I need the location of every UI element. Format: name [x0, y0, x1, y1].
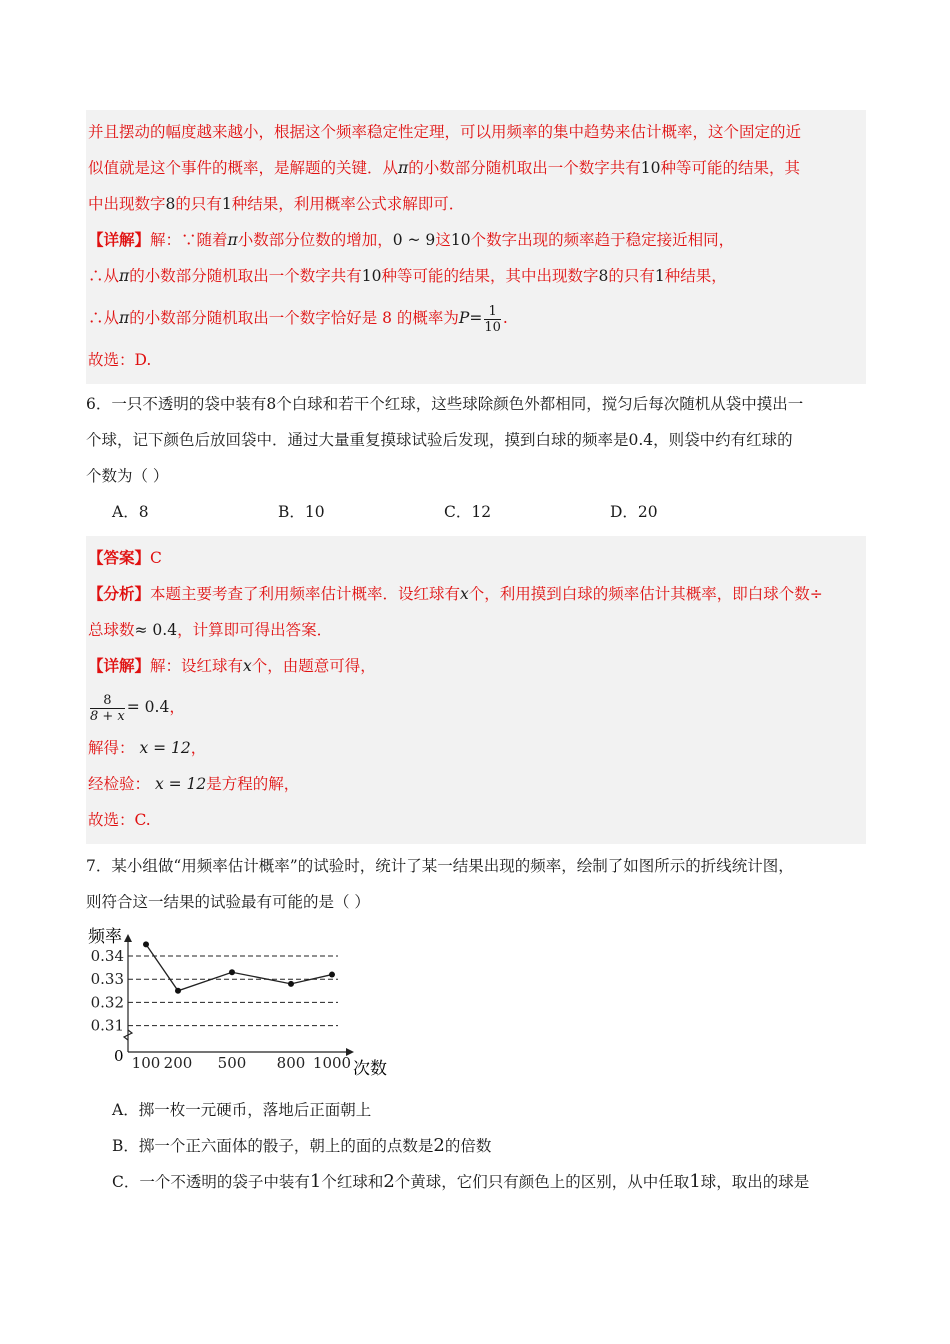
series-line: [146, 944, 332, 990]
q6-detail-line-1: [88, 648, 866, 684]
detail-tag: 【详解】: [88, 230, 151, 249]
frequency-line-chart: [86, 922, 406, 1092]
q6-analysis-line-2: [88, 612, 866, 648]
text: ，计算即可得出答案．: [177, 621, 333, 639]
q6-check: [88, 766, 866, 802]
fraction-denominator: 10: [484, 319, 501, 335]
text: 个黄球，它们只有颜色上的区别，从中任取: [394, 1173, 690, 1191]
q6-analysis-line-1: [88, 576, 866, 612]
prev-line-3: [88, 186, 866, 222]
number: 8: [266, 395, 277, 413]
text: 的倍数: [444, 1137, 492, 1155]
math-var: x: [243, 657, 252, 675]
detail-tag: 【详解】: [88, 656, 151, 675]
text: 本题主要考查了利用频率估计概率．设红球有: [150, 585, 461, 603]
text: ，: [169, 698, 185, 716]
text: ，: [190, 739, 207, 757]
y-tick-label: 0.31: [90, 1016, 124, 1035]
number: 1: [221, 195, 232, 213]
text: 的只有: [175, 195, 222, 213]
number: 10: [361, 267, 382, 285]
text: ∴从: [88, 267, 120, 285]
q6-solution-block: [86, 536, 866, 844]
prev-detail-line-2: [88, 258, 866, 294]
text: C．一个不透明的袋子中装有: [112, 1173, 310, 1191]
number: 2: [433, 1135, 445, 1156]
equation-rhs: = 0.4: [126, 698, 170, 716]
q6-line-2: [86, 422, 866, 458]
text: 这: [435, 231, 451, 249]
y-tick-label: 0.34: [90, 947, 124, 965]
y-axis-arrow: [124, 934, 132, 942]
number: 10: [640, 159, 661, 177]
text: 6．一只不透明的袋中装有: [86, 395, 267, 413]
text: 解：设红球有: [150, 657, 244, 675]
text: 种等可能的结果，其中出现数字: [381, 267, 599, 285]
question-6: [86, 386, 866, 530]
text: 个，由题意可得，: [251, 657, 376, 675]
option-b: B．10: [278, 503, 325, 521]
page-content: [86, 110, 866, 1200]
solution-math: x = 12: [139, 739, 191, 757]
text: 的小数部分随机取出一个数字共有: [129, 267, 362, 285]
x-axis-label: 次数: [353, 1059, 387, 1079]
data-point: [229, 969, 235, 975]
option-a: A．8: [112, 503, 149, 521]
text: 似值就是这个事件的概率，是解题的关键．从: [88, 159, 399, 177]
range-math: 0 ~ 9: [392, 231, 436, 249]
pi-symbol: π: [227, 231, 238, 249]
q7-option-c: [86, 1164, 866, 1200]
q6-line-3: 个数为（ ）: [86, 467, 169, 485]
number: 1: [654, 267, 665, 285]
text: 的小数部分随机取出一个数字共有: [408, 159, 641, 177]
number: 1: [689, 1171, 701, 1192]
text: ，则袋中约有红球的: [653, 431, 793, 449]
fraction-denominator: 8 + x: [90, 708, 125, 724]
math-var: x: [460, 585, 469, 603]
x-tick-label: 500: [217, 1054, 247, 1072]
pi-symbol: π: [119, 267, 130, 285]
q6-answer: [88, 540, 866, 576]
text: ∴从: [88, 309, 120, 327]
text: 的只有: [608, 267, 655, 285]
text: 种结果，利用概率公式求解即可．: [231, 195, 465, 213]
prev-detail-line-3: [88, 294, 866, 342]
text: 是方程的解，: [206, 775, 300, 793]
check-math: x = 12: [154, 775, 207, 793]
q6-choice: 故选：C.: [88, 811, 151, 829]
equals: =: [469, 309, 483, 327]
text: 个红球和: [321, 1173, 384, 1191]
number: 2: [383, 1171, 395, 1192]
plot-area: [91, 934, 354, 1072]
x-tick-label: 1000: [312, 1054, 352, 1072]
text: 种等可能的结果，其: [660, 159, 800, 177]
fraction-numerator: 1: [484, 304, 501, 320]
prev-detail-line-1: [88, 222, 866, 258]
q6-equation: [88, 684, 866, 730]
number: 0.4: [628, 431, 654, 449]
data-point: [288, 981, 294, 987]
x-tick-label: 800: [276, 1054, 306, 1072]
text: 个，利用摸到白球的频率估计其概率，即白球个数÷: [468, 585, 823, 603]
pi-symbol: π: [398, 159, 409, 177]
y-tick-label: 0.32: [90, 993, 124, 1012]
data-point: [143, 941, 149, 947]
q7-line-2: 则符合这一结果的试验最有可能的是（ ）: [86, 893, 370, 911]
prev-solution-block: [86, 110, 866, 384]
answer-value: C: [150, 549, 162, 567]
q6-line-1: [86, 386, 866, 422]
number: 8: [598, 267, 609, 285]
x-tick-label: 100: [131, 1054, 161, 1072]
text: 球，取出的球是: [700, 1173, 810, 1191]
q7-option-a: A．掷一枚一元硬币，落地后正面朝上: [112, 1101, 372, 1119]
y-tick-label: 0.33: [90, 970, 124, 989]
text: 个白球和若干个红球，这些球除颜色外都相同，搅匀后每次随机从袋中摸出一: [276, 395, 804, 413]
option-d: D．20: [610, 503, 658, 521]
math-var: P: [458, 309, 470, 327]
prev-choice: 故选：D.: [88, 351, 152, 369]
text: .: [502, 309, 508, 327]
fraction-8-over-8-plus-x: [90, 693, 125, 724]
prev-line-1: 并且摆动的幅度越来越小，根据这个频率稳定性定理，可以用频率的集中趋势来估计概率，这个固定的近: [88, 123, 802, 141]
origin-label: 0: [114, 1047, 124, 1065]
data-point: [175, 988, 181, 994]
analysis-tag: 【分析】: [88, 584, 151, 603]
question-7: [86, 848, 866, 1200]
q6-options: [86, 494, 866, 530]
text: 个数字出现的频率趋于稳定接近相同，: [470, 231, 735, 249]
text: 中出现数字: [88, 195, 166, 213]
q6-solve: [88, 730, 866, 766]
text: 小数部分位数的增加，: [237, 231, 393, 249]
fraction-1-10: [484, 304, 501, 335]
number: 8: [165, 195, 176, 213]
pi-symbol: π: [119, 309, 130, 327]
data-point: [329, 972, 335, 978]
math-approx: ≈ 0.4: [134, 621, 178, 639]
text: 解得：: [88, 739, 135, 757]
text: B．掷一个正六面体的骰子，朝上的面的点数是: [112, 1137, 434, 1155]
text: 经检验：: [88, 775, 151, 793]
text: 解：∵随着: [150, 231, 228, 249]
number: 1: [309, 1171, 322, 1192]
text: 的小数部分随机取出一个数字恰好是 8 的概率为: [129, 309, 459, 327]
answer-tag: 【答案】: [88, 548, 151, 567]
prev-line-2: [88, 150, 866, 186]
q7-line-1: 7．某小组做“用频率估计概率”的试验时，统计了某一结果出现的频率，绘制了如图所示的折线统计图，: [86, 857, 794, 875]
option-c: C．12: [444, 503, 492, 521]
text: 个球，记下颜色后放回袋中．通过大量重复摸球试验后发现，摸到白球的频率是: [86, 431, 629, 449]
text: 种结果，: [664, 267, 727, 285]
x-tick-label: 200: [163, 1054, 193, 1072]
fraction-numerator: 8: [90, 693, 125, 709]
text: 总球数: [88, 621, 135, 639]
q7-option-b: [86, 1128, 866, 1164]
number: 10: [450, 231, 471, 249]
y-axis-label: 频率: [88, 927, 122, 947]
